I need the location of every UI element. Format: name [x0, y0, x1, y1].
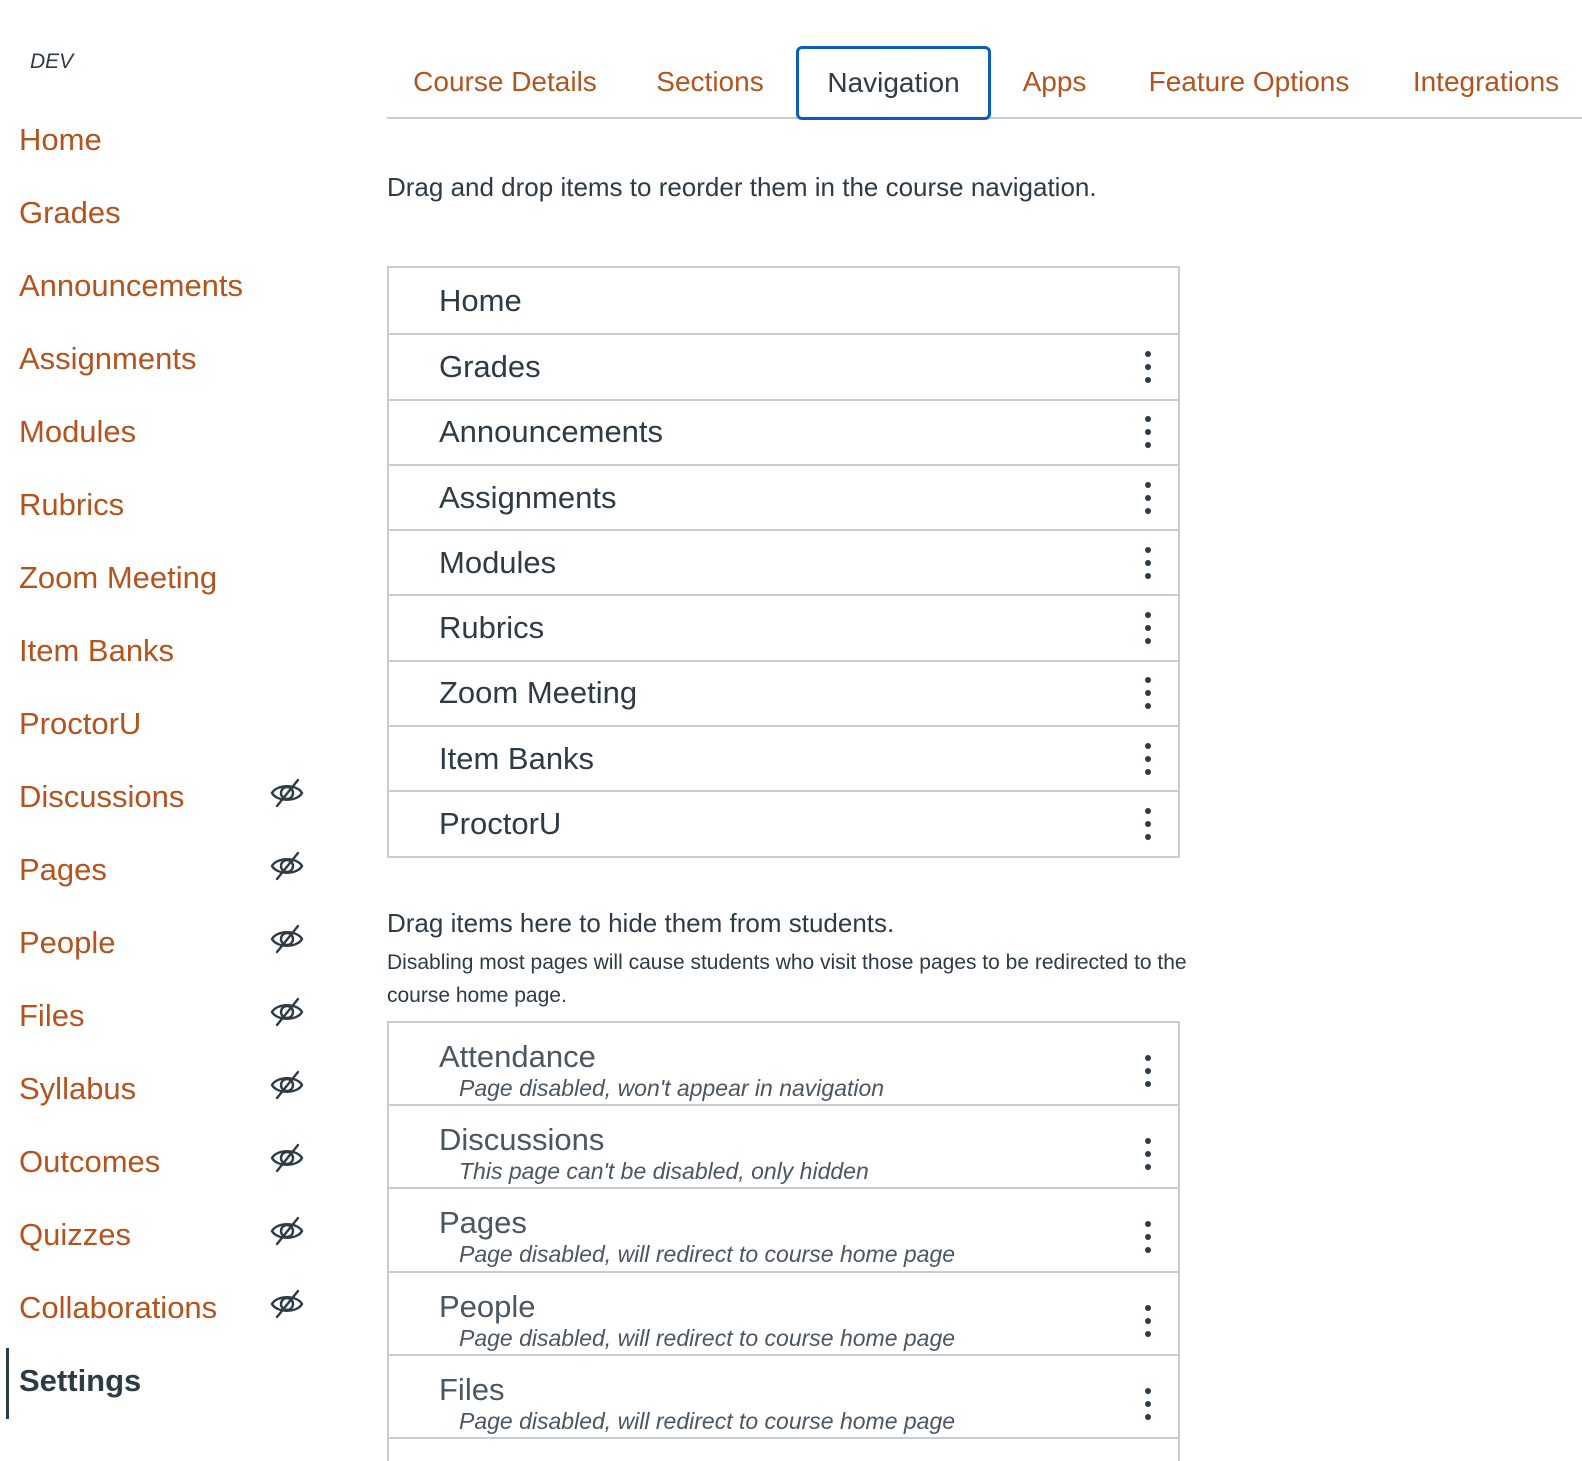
eye-slash-icon: [270, 922, 304, 956]
course-nav-list: [0, 103, 340, 1417]
sidebar-item-quizzes[interactable]: [0, 1198, 340, 1271]
nav-item-label: Grades: [439, 348, 541, 384]
kebab-menu-icon[interactable]: [1140, 1387, 1156, 1421]
kebab-menu-icon[interactable]: [1140, 1054, 1156, 1088]
tab-course-details[interactable]: Course Details: [413, 65, 597, 97]
nav-item-row-grades[interactable]: [389, 333, 1178, 398]
sidebar-item-label: Discussions: [19, 779, 185, 814]
nav-item-row-rubrics[interactable]: [389, 594, 1178, 659]
disabled-nav-items-list: [387, 1021, 1180, 1461]
disabled-item-row-attendance[interactable]: [389, 1023, 1178, 1106]
sidebar-item-label: Item Banks: [19, 633, 175, 668]
kebab-menu-icon[interactable]: [1140, 807, 1156, 841]
hide-items-title: Drag items here to hide them from students.: [387, 908, 895, 938]
sidebar-item-label: Outcomes: [19, 1144, 161, 1179]
course-sidebar: [0, 0, 340, 1460]
kebab-menu-icon[interactable]: [1140, 742, 1156, 776]
tab-sections[interactable]: Sections: [656, 65, 764, 97]
sidebar-item-label: Zoom Meeting: [19, 560, 218, 595]
hide-items-subtitle: Disabling most pages will cause students who visit those pages to be redirected to the course home page.: [387, 951, 1187, 1007]
eye-slash-icon: [270, 1214, 304, 1248]
nav-item-label: Zoom Meeting: [439, 675, 638, 711]
sidebar-item-grades[interactable]: [0, 176, 340, 249]
sidebar-item-item-banks[interactable]: [0, 614, 340, 687]
sidebar-item-label: Quizzes: [19, 1217, 131, 1252]
disabled-item-note: Page disabled, will redirect to course home page: [459, 1324, 956, 1351]
sidebar-item-label: Announcements: [19, 268, 244, 303]
nav-item-row-item-banks[interactable]: [389, 725, 1178, 790]
sidebar-item-label: Modules: [19, 414, 137, 449]
sidebar-item-collaborations[interactable]: [0, 1271, 340, 1344]
kebab-menu-icon[interactable]: [1140, 350, 1156, 384]
course-code: DEV: [30, 50, 74, 73]
eye-slash-icon: [270, 995, 304, 1029]
sidebar-item-assignments[interactable]: [0, 322, 340, 395]
reorder-instructions: Drag and drop items to reorder them in the course navigation.: [387, 172, 1097, 202]
disabled-item-note: Page disabled, won't appear in navigation: [459, 1075, 885, 1101]
nav-item-label: Announcements: [439, 414, 664, 450]
nav-item-label: Item Banks: [439, 740, 595, 776]
disabled-item-label: Discussions: [439, 1122, 605, 1158]
sidebar-item-label: Settings: [19, 1363, 142, 1398]
sidebar-item-home[interactable]: [0, 103, 340, 176]
tab-navigation[interactable]: Navigation: [796, 46, 991, 120]
tab-apps[interactable]: Apps: [1022, 65, 1087, 97]
sidebar-item-people[interactable]: [0, 906, 340, 979]
sidebar-item-label: Home: [19, 122, 102, 157]
enabled-nav-items-list: [387, 266, 1180, 858]
nav-item-row-zoom-meeting[interactable]: [389, 660, 1178, 725]
sidebar-item-settings[interactable]: [0, 1344, 340, 1417]
sidebar-item-pages[interactable]: [0, 833, 340, 906]
sidebar-item-label: People: [19, 925, 116, 960]
sidebar-item-zoom-meeting[interactable]: [0, 541, 340, 614]
kebab-menu-icon[interactable]: [1140, 1137, 1156, 1171]
sidebar-item-label: Pages: [19, 852, 107, 887]
nav-item-row-modules[interactable]: [389, 529, 1178, 594]
kebab-menu-icon[interactable]: [1140, 415, 1156, 449]
nav-item-label: Home: [439, 282, 522, 318]
disabled-item-row-files[interactable]: [389, 1356, 1178, 1439]
sidebar-item-label: Assignments: [19, 341, 197, 376]
nav-item-row-announcements[interactable]: [389, 399, 1178, 464]
disabled-item-note: Page disabled, will redirect to course home page: [459, 1407, 956, 1434]
kebab-menu-icon[interactable]: [1140, 546, 1156, 580]
nav-item-row-home[interactable]: [389, 268, 1178, 333]
tab-integrations[interactable]: Integrations: [1412, 65, 1560, 97]
sidebar-item-label: Syllabus: [19, 1071, 137, 1106]
disabled-item-row-discussions[interactable]: [389, 1106, 1178, 1189]
disabled-item-label: Pages: [439, 1205, 527, 1241]
kebab-menu-icon[interactable]: [1140, 1304, 1156, 1338]
eye-slash-icon: [270, 1287, 304, 1321]
sidebar-item-proctoru[interactable]: [0, 687, 340, 760]
sidebar-item-label: Collaborations: [19, 1290, 218, 1325]
nav-item-row-assignments[interactable]: [389, 464, 1178, 529]
eye-slash-icon: [270, 849, 304, 883]
disabled-item-label: Attendance: [439, 1039, 596, 1074]
disabled-item-label: Files: [439, 1371, 505, 1407]
sidebar-item-label: ProctorU: [19, 706, 142, 741]
settings-tabs: [387, 44, 1582, 119]
kebab-menu-icon[interactable]: [1140, 481, 1156, 515]
kebab-menu-icon[interactable]: [1140, 1220, 1156, 1254]
sidebar-item-modules[interactable]: [0, 395, 340, 468]
nav-item-label: Modules: [439, 544, 557, 580]
nav-item-label: Assignments: [439, 479, 617, 515]
sidebar-item-label: Rubrics: [19, 487, 125, 522]
nav-item-label: Rubrics: [439, 610, 545, 646]
sidebar-item-rubrics[interactable]: [0, 468, 340, 541]
sidebar-item-label: Files: [19, 998, 85, 1033]
disabled-item-label: People: [439, 1288, 536, 1324]
eye-slash-icon: [270, 1068, 304, 1102]
nav-item-row-proctoru[interactable]: [389, 790, 1178, 855]
sidebar-item-files[interactable]: [0, 979, 340, 1052]
eye-slash-icon: [270, 776, 304, 810]
sidebar-item-discussions[interactable]: [0, 760, 340, 833]
kebab-menu-icon[interactable]: [1140, 676, 1156, 710]
nav-item-label: ProctorU: [439, 806, 562, 842]
tab-feature-options[interactable]: Feature Options: [1148, 65, 1350, 97]
disabled-item-row-people[interactable]: [389, 1273, 1178, 1356]
settings-main: [387, 0, 1582, 1460]
sidebar-item-announcements[interactable]: [0, 249, 340, 322]
sidebar-item-outcomes[interactable]: [0, 1125, 340, 1198]
disabled-item-row-pages[interactable]: [389, 1189, 1178, 1272]
kebab-menu-icon[interactable]: [1140, 611, 1156, 645]
disabled-item-note: Page disabled, will redirect to course home page: [459, 1241, 956, 1268]
eye-slash-icon: [270, 1141, 304, 1175]
sidebar-item-label: Grades: [19, 195, 121, 230]
sidebar-item-syllabus[interactable]: [0, 1052, 340, 1125]
disabled-item-note: This page can't be disabled, only hidden: [459, 1158, 869, 1185]
